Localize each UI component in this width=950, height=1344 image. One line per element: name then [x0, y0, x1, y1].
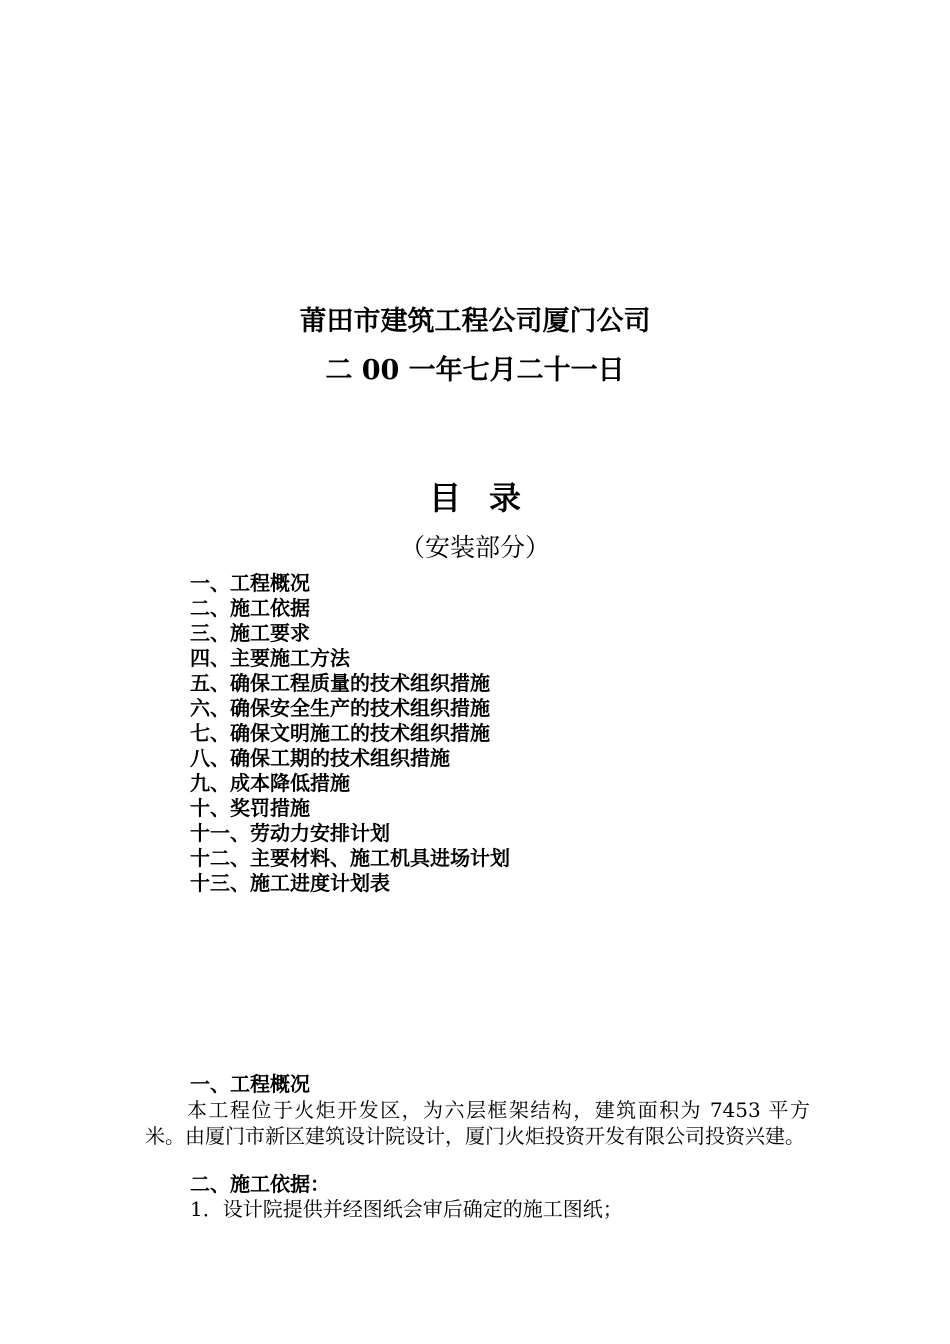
toc-item: 八、确保工期的技术组织措施 — [190, 746, 450, 770]
toc-item: 十、奖罚措施 — [190, 796, 310, 820]
toc-item: 一、工程概况 — [190, 571, 310, 595]
toc-list — [190, 571, 510, 896]
toc-item: 四、主要施工方法 — [190, 646, 350, 670]
toc-item: 六、确保安全生产的技术组织措施 — [190, 696, 490, 720]
toc-heading: 目录 — [428, 479, 549, 517]
company-name: 莆田市建筑工程公司厦门公司 — [299, 306, 651, 337]
toc-item: 十三、施工进度计划表 — [190, 871, 390, 895]
document-date: 二 00 一年七月二十一日 — [325, 355, 625, 386]
section-body-overview: 本工程位于火炬开发区，为六层框架结构，建筑面积为 7453 平方米。由厦门市新区建筑设计院设计，厦门火炬投资开发有限公司投资兴建。 — [145, 1098, 810, 1148]
section-heading-overview: 一、工程概况 — [190, 1072, 310, 1096]
toc-item: 七、确保文明施工的技术组织措施 — [190, 721, 490, 745]
toc-item: 十一、劳动力安排计划 — [190, 821, 390, 845]
section-heading-basis: 二、施工依据： — [190, 1172, 330, 1196]
toc-item: 九、成本降低措施 — [190, 771, 350, 795]
toc-item: 三、施工要求 — [190, 621, 310, 645]
toc-item: 二、施工依据 — [190, 596, 310, 620]
basis-list-item: 1．设计院提供并经图纸会审后确定的施工图纸； — [190, 1197, 623, 1221]
toc-item: 五、确保工程质量的技术组织措施 — [190, 671, 490, 695]
toc-item: 十二、主要材料、施工机具进场计划 — [190, 846, 510, 870]
toc-subtitle: （安装部分） — [399, 533, 550, 562]
